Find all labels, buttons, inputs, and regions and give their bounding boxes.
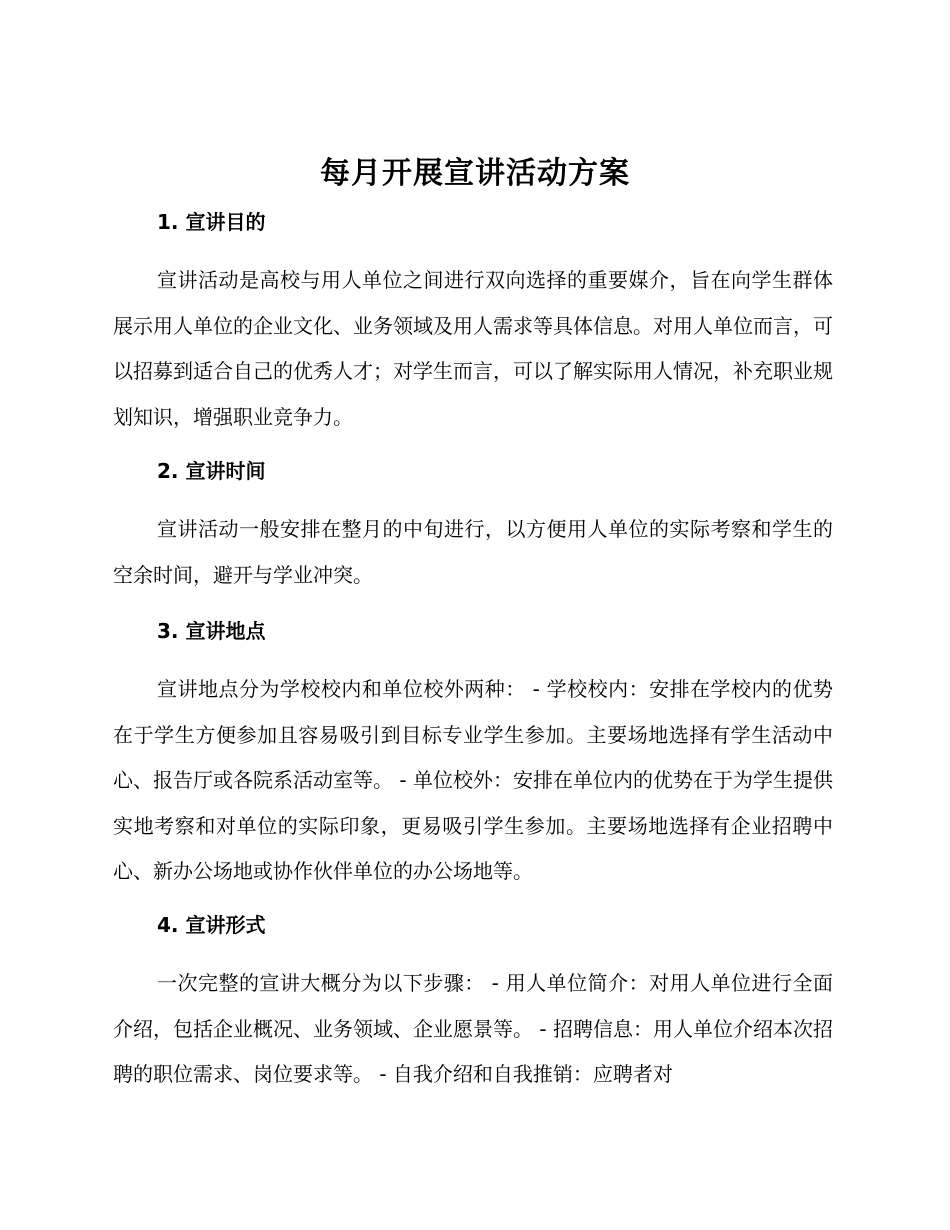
section-heading-time: 2. 宣讲时间 (157, 459, 266, 483)
section-heading-purpose: 1. 宣讲目的 (157, 210, 266, 234)
section-heading-format: 4. 宣讲形式 (157, 913, 266, 937)
section-body-format: 一次完整的宣讲大概分为以下步骤： - 用人单位简介：对用人单位进行全面介绍，包括企业概况、业务领域、企业愿景等。 - 招聘信息：用人单位介绍本次招聘的职位需求、岗位要求等。 - 自我介绍和自我推销：应聘者对 (113, 971, 833, 1086)
section-body-location: 宣讲地点分为学校校内和单位校外两种： - 学校校内：安排在学校内的优势在于学生方便参加且容易吸引到目标专业学生参加。主要场地选择有学生活动中心、报告厅或各院系活动室等。 - 单位校外：安排在单位内的优势在于为学生提供实地考察和对单位的实际印象，更易吸引学生参加。主要场地选择有企业招聘中心、新办公场地或协作伙伴单位的办公场地等。 (113, 677, 833, 883)
section-body-purpose: 宣讲活动是高校与用人单位之间进行双向选择的重要媒介，旨在向学生群体展示用人单位的企业文化、业务领域及用人需求等具体信息。对用人单位而言，可以招募到适合自己的优秀人才；对学生而言，可以了解实际用人情况，补充职业规划知识，增强职业竞争力。 (113, 268, 833, 429)
section-heading-location: 3. 宣讲地点 (157, 619, 266, 643)
document-title: 每月开展宣讲活动方案 (320, 156, 630, 191)
section-body-time: 宣讲活动一般安排在整月的中旬进行，以方便用人单位的实际考察和学生的空余时间，避开与学业冲突。 (113, 517, 833, 587)
